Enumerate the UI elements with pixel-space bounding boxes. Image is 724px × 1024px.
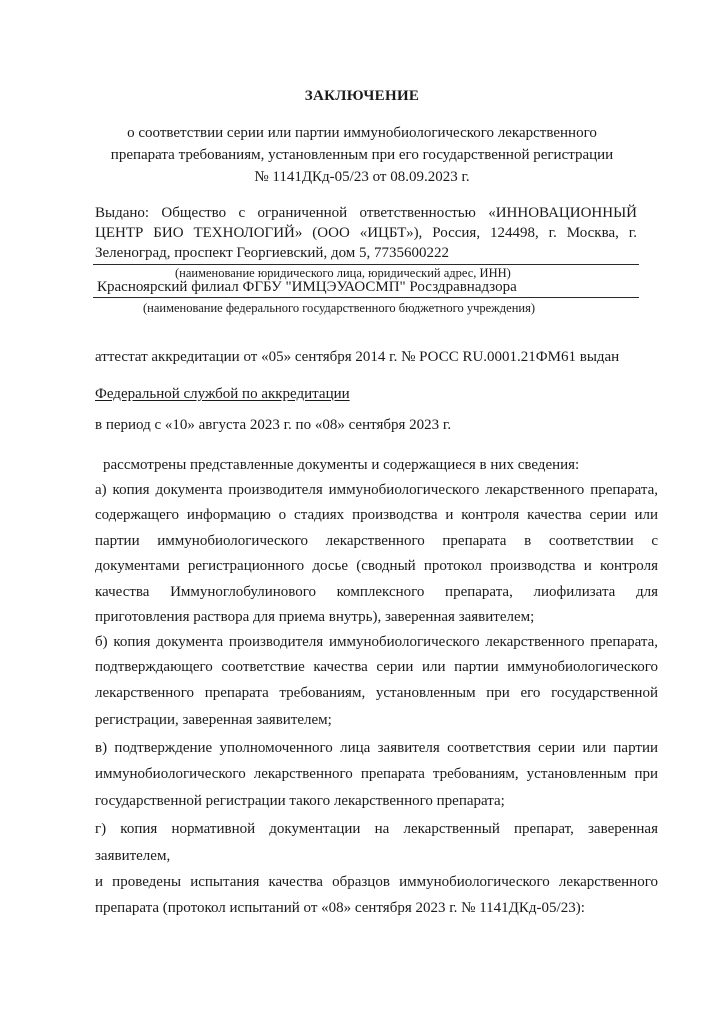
item-b-line: лекарственного препарата требованиям, установленным при его государственной (95, 685, 658, 701)
item-a-line: а) копия документа производителя иммунобиологического лекарственного препарата, (95, 482, 658, 498)
tests-line-1: и проведены испытания качества образцов иммунобиологического лекарственного (95, 874, 658, 890)
item-g-line: г) копия нормативной документации на лекарственный препарат, заверенная (95, 821, 658, 837)
document-title: ЗАКЛЮЧЕНИЕ (304, 88, 420, 104)
lab-name: Красноярский филиал ФГБУ "ИМЦЭУАОСМП" Росздравнадзора (97, 279, 517, 295)
issued-caption: (наименование юридического лица, юридический адрес, ИНН) (175, 266, 511, 280)
item-a-line: качества Иммуноглобулинового комплексного препарата, лиофилизата для (95, 584, 658, 600)
accreditation-issuer: Федеральной службой по аккредитации (95, 386, 350, 402)
issued-underline (93, 264, 639, 265)
accreditation-line: аттестат аккредитации от «05» сентября 2014 г. № РОСС RU.0001.21ФМ61 выдан (95, 349, 620, 365)
subtitle-line-3: № 1141ДКд-05/23 от 08.09.2023 г. (254, 169, 470, 185)
item-v-line: государственной регистрации такого лекарственного препарата; (95, 793, 505, 809)
item-b-line: подтверждающего соответствие качества серии или партии иммунобиологического (95, 659, 658, 675)
item-a-line: документами регистрационного досье (сводный протокол производства и контроля (95, 558, 658, 574)
lab-caption: (наименование федерального государственного бюджетного учреждения) (143, 301, 535, 315)
issued-line-1: Выдано: Общество с ограниченной ответственностью «ИННОВАЦИОННЫЙ (95, 205, 637, 221)
item-b-line: регистрации, заверенная заявителем; (95, 712, 332, 728)
item-g-line: заявителем, (95, 848, 171, 864)
review-period: в период с «10» августа 2023 г. по «08» сентября 2023 г. (95, 417, 452, 433)
item-v-line: иммунобиологического лекарственного препарата требованиям, установленным при (95, 766, 658, 782)
item-a-line: содержащего информацию о стадиях производства и контроля качества серии или (95, 507, 658, 523)
item-v-line: в) подтверждение уполномоченного лица заявителя соответствия серии или партии (95, 740, 658, 756)
reviewed-intro: рассмотрены представленные документы и содержащиеся в них сведения: (103, 457, 580, 473)
subtitle-line-2: препарата требованиям, установленным при его государственной регистрации (110, 147, 614, 163)
issued-line-3: Зеленоград, проспект Георгиевский, дом 5, 7735600222 (95, 245, 450, 261)
subtitle-line-1: о соответствии серии или партии иммунобиологического лекарственного (127, 125, 597, 141)
item-a-line: партии иммунобиологического лекарственного препарата в соответствии с (95, 533, 658, 549)
lab-underline (93, 297, 639, 298)
item-a-line: приготовления раствора для приема внутрь), заверенная заявителем; (95, 609, 535, 625)
item-b-line: б) копия документа производителя иммунобиологического лекарственного препарата, (95, 634, 658, 650)
tests-line-2: препарата (протокол испытаний от «08» сентября 2023 г. № 1141ДКд-05/23): (95, 900, 585, 916)
issued-line-2: ЦЕНТР БИО ТЕХНОЛОГИЙ» (ООО «ИЦБТ»), Россия, 124498, г. Москва, г. (95, 225, 637, 241)
